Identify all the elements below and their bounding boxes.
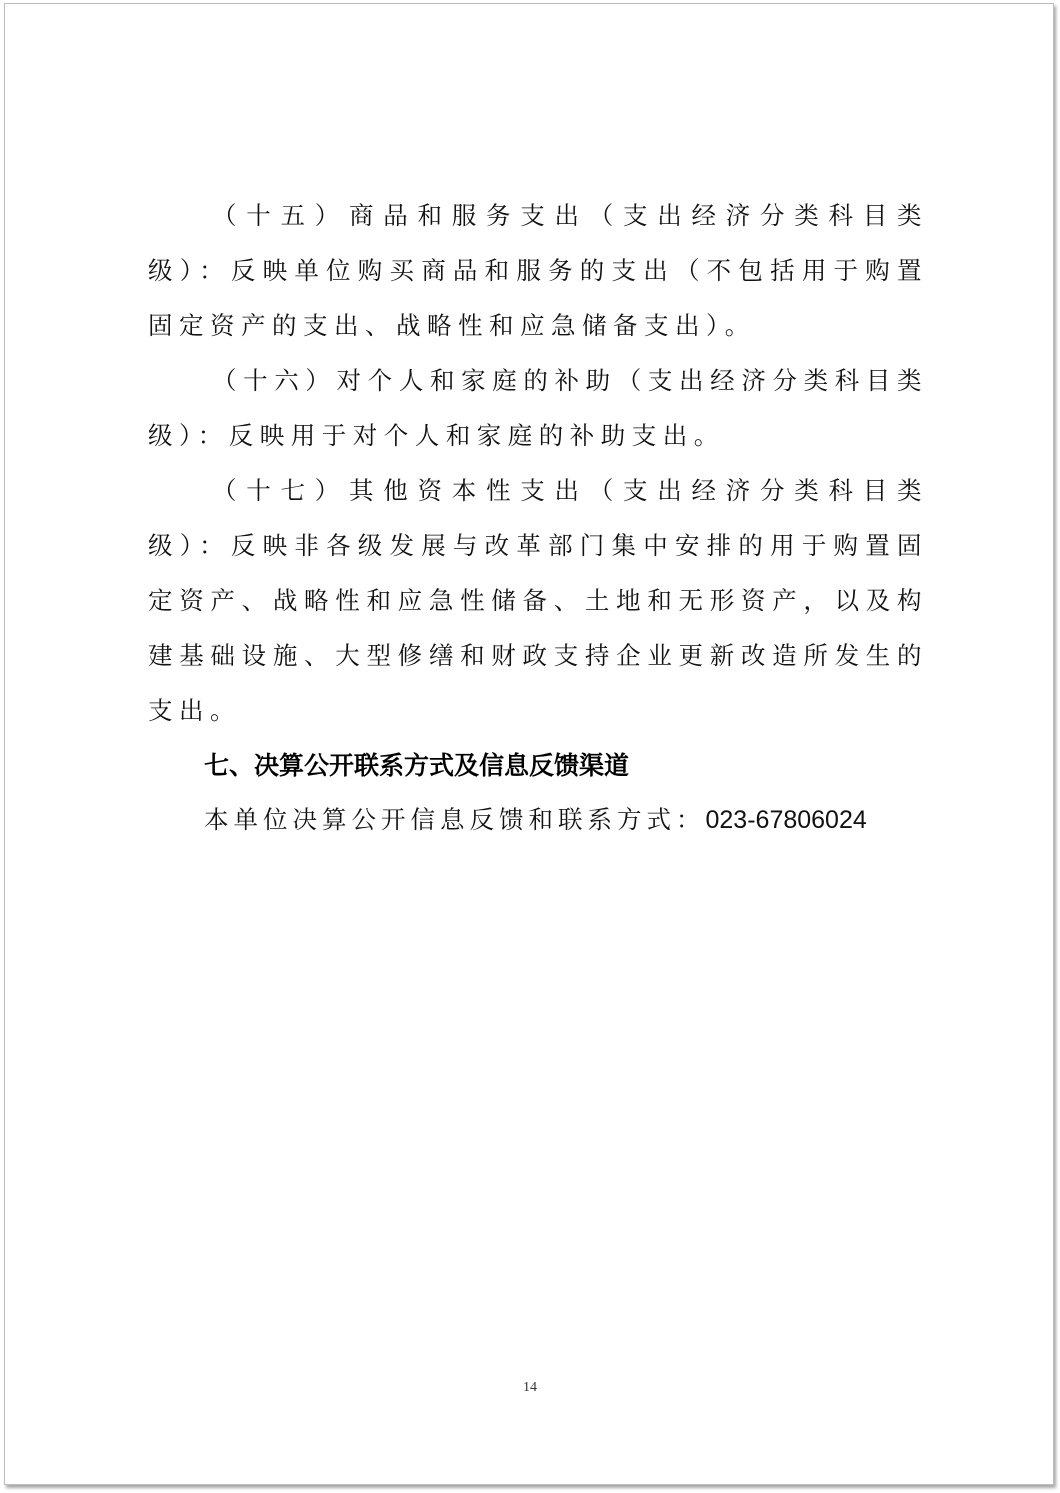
body-text: [148, 188, 928, 738]
paragraph-other-capital-expenditure: （十七）其他资本性支出（支出经济分类科目类级）：反映非各级发展与改革部门集中安排的用于购置固定资产、战略性和应急性储备、土地和无形资产，以及构建基础设施、大型修缮和财政支持企业更新改造所发生的支出。: [148, 476, 928, 725]
contact-phone: 023-67806024: [705, 806, 867, 834]
contact-label: 本单位决算公开信息反馈和联系方式：: [204, 805, 706, 834]
paragraph-household-subsidy: （十六）对个人和家庭的补助（支出经济分类科目类级）：反映用于对个人和家庭的补助支出。: [148, 366, 928, 450]
contact-line: [204, 798, 867, 842]
page-number: 14: [523, 1380, 537, 1395]
section-heading: 七、决算公开联系方式及信息反馈渠道: [204, 751, 630, 780]
paragraph-commodity-service-expenditure: （十五）商品和服务支出（支出经济分类科目类级）：反映单位购买商品和服务的支出（不包括用于购置固定资产的支出、战略性和应急储备支出）。: [148, 201, 928, 340]
